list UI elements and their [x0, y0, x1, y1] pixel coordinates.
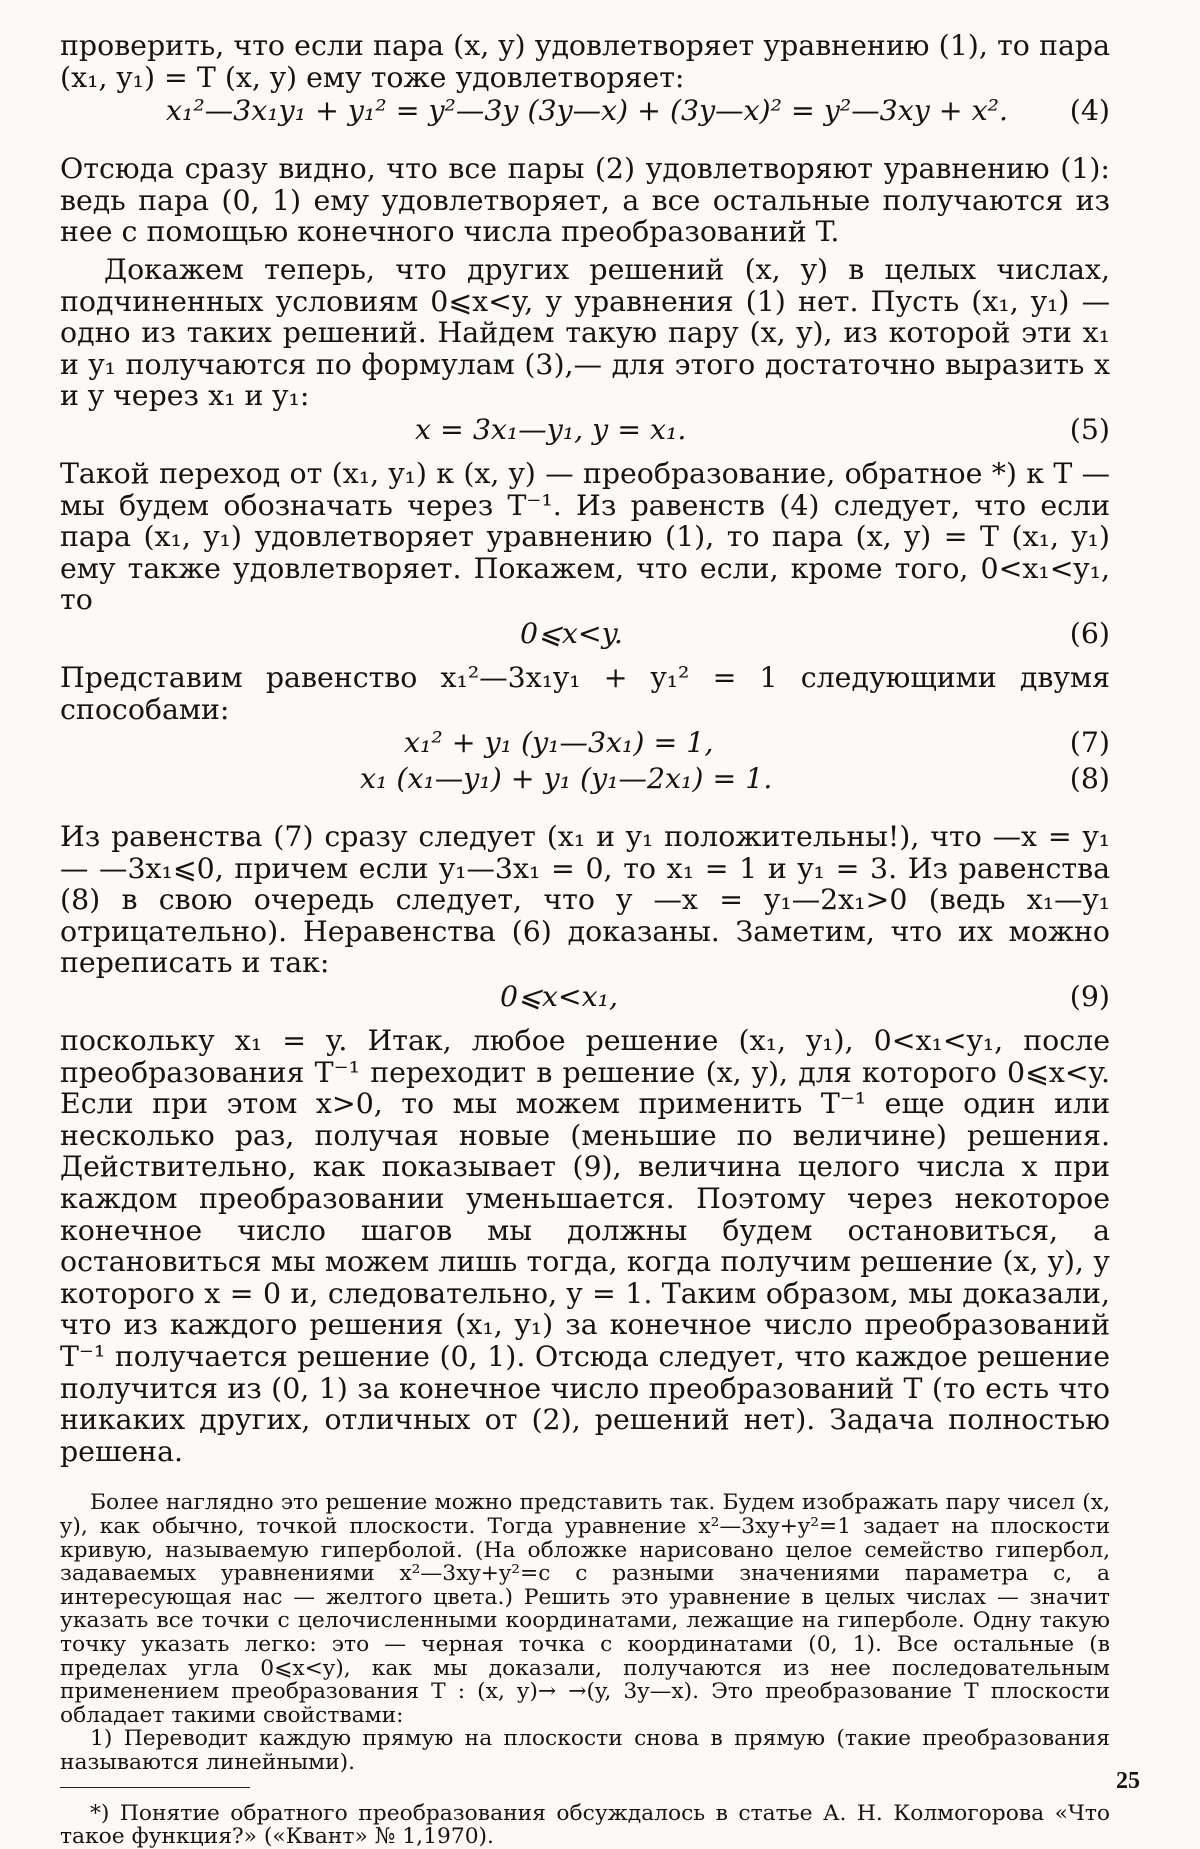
paragraph-6: Из равенства (7) сразу следует (x₁ и y₁ положительны!), что —x = y₁— —3x₁⩽0, причем если y₁—3x₁ = 0, то x₁ = 1 и y₁ = 3. Из равенства (8) в свою очередь следует, что y —x = y₁—2x₁>0 (ведь x₁—y₁ отрицательно). Неравенства (6) доказаны. Заметим, что их можно переписать и так:	[60, 820, 1110, 980]
small-paragraph-1: Более наглядно это решение можно представить так. Будем изображать пару чисел (x, y), как обычно, точкой плоскости. Тогда уравнение x²—3xy+y²=1 задает на плоскости кривую, называемую гиперболой. (На обложке нарисовано целое семейство гипербол, задаваемых уравнениями x²—3xy+y²=c с разными значениями параметра c, а интересующая нас — желтого цвета.) Решить это уравнение в целых числах — значит указать все точки с целочисленными координатами, лежащие на гиперболе. Одну такую точку указать легко: это — черная точка с координатами (0, 1). Все остальные (в пределах угла 0⩽x<y), как мы доказали, получаются из нее последовательным применением преобразования T : (x, y)→ →(y, 3y—x). Это преобразование T плоскости обладает такими свойствами:	[60, 1490, 1110, 1728]
equation-6	[60, 616, 1110, 652]
equation-4	[60, 93, 1110, 129]
equation-9-number: (9)	[1069, 980, 1110, 1014]
equation-6-number: (6)	[1069, 616, 1110, 650]
paragraph-1: проверить, что если пара (x, y) удовлетворяет уравнению (1), то пара (x₁, y₁) = T (x, y) ему тоже удовлетворяет:	[60, 29, 1110, 94]
equation-4-body: x₁²—3x₁y₁ + y₁² = y²—3y (3y—x) + (3y—x)² = y²—3xy + x².	[166, 94, 1009, 128]
page-number: 25	[1116, 1768, 1140, 1794]
equation-5	[60, 412, 1110, 448]
equation-9	[60, 979, 1110, 1015]
paragraph-5: Представим равенство x₁²—3x₁y₁ + y₁² = 1 следующими двумя способами:	[60, 660, 1110, 726]
equation-7-number: (7)	[1069, 726, 1110, 760]
small-paragraph-2: 1) Переводит каждую прямую на плоскости снова в прямую (такие преобразования называются линейными).	[60, 1726, 1110, 1775]
footnote: *) Понятие обратного преобразования обсуждалось в статье А. Н. Колмогорова «Что такое функция?» («Квант» № 1,1970).	[60, 1800, 1110, 1849]
equation-5-number: (5)	[1069, 412, 1110, 446]
equation-4-number: (4)	[1069, 94, 1110, 128]
paragraph-3: Докажем теперь, что других решений (x, y) в целых числах, подчиненных условиям 0⩽x<y, у уравнения (1) нет. Пусть (x₁, y₁) — одно из таких решений. Найдем такую пару (x, y), из которой эти x₁ и y₁ получаются по формулам (3),— для этого достаточно выразить x и y через x₁ и y₁:	[60, 252, 1110, 413]
equation-7-body: x₁² + y₁ (y₁—3x₁) = 1,	[404, 726, 714, 760]
paragraph-4: Такой переход от (x₁, y₁) к (x, y) — преобразование, обратное *) к T — мы будем обозначать через T⁻¹. Из равенств (4) следует, что если пара (x₁, y₁) удовлетворяет уравнению (1), то пара (x, y) = T (x₁, y₁) ему также удовлетворяет. Покажем, что если, кроме того, 0<x₁<y₁, то	[60, 456, 1110, 617]
equation-6-body: 0⩽x<y.	[520, 616, 623, 650]
paragraph-7: поскольку x₁ = y. Итак, любое решение (x₁, y₁), 0<x₁<y₁, после преобразования T⁻¹ переходит в решение (x, y), для которого 0⩽x<y. Если при этом x>0, то мы можем применить T⁻¹ еще один или несколько раз, получая новые (меньшие по величине) решения. Действительно, как показывает (9), величина целого числа x при каждом преобразовании уменьшается. Поэтому через некоторое конечное число шагов мы должны будем остановиться, а остановиться мы можем лишь тогда, когда получим решение (x, y), у которого x = 0 и, следовательно, y = 1. Таким образом, мы доказали, что из каждого решения (x₁, y₁) за конечное число преобразований T⁻¹ получается решение (0, 1). Отсюда следует, что каждое решение получится из (0, 1) за конечное число преобразований T (то есть что никаких других, отличных от (2), решений нет). Задача полностью решена.	[60, 1024, 1110, 1468]
equation-8-number: (8)	[1069, 762, 1110, 796]
equation-7	[60, 725, 1110, 761]
footnote-divider	[60, 1787, 250, 1788]
equation-5-body: x = 3x₁—y₁, y = x₁.	[415, 412, 687, 446]
equation-9-body: 0⩽x<x₁,	[500, 980, 619, 1014]
equation-8-body: x₁ (x₁—y₁) + y₁ (y₁—2x₁) = 1.	[360, 762, 773, 796]
paragraph-2: Отсюда сразу видно, что все пары (2) удовлетворяют уравнению (1): ведь пара (0, 1) ему удовлетворяет, а все остальные получаются из нее с помощью конечного числа преобразований T.	[60, 152, 1110, 249]
equation-8	[60, 761, 1110, 797]
